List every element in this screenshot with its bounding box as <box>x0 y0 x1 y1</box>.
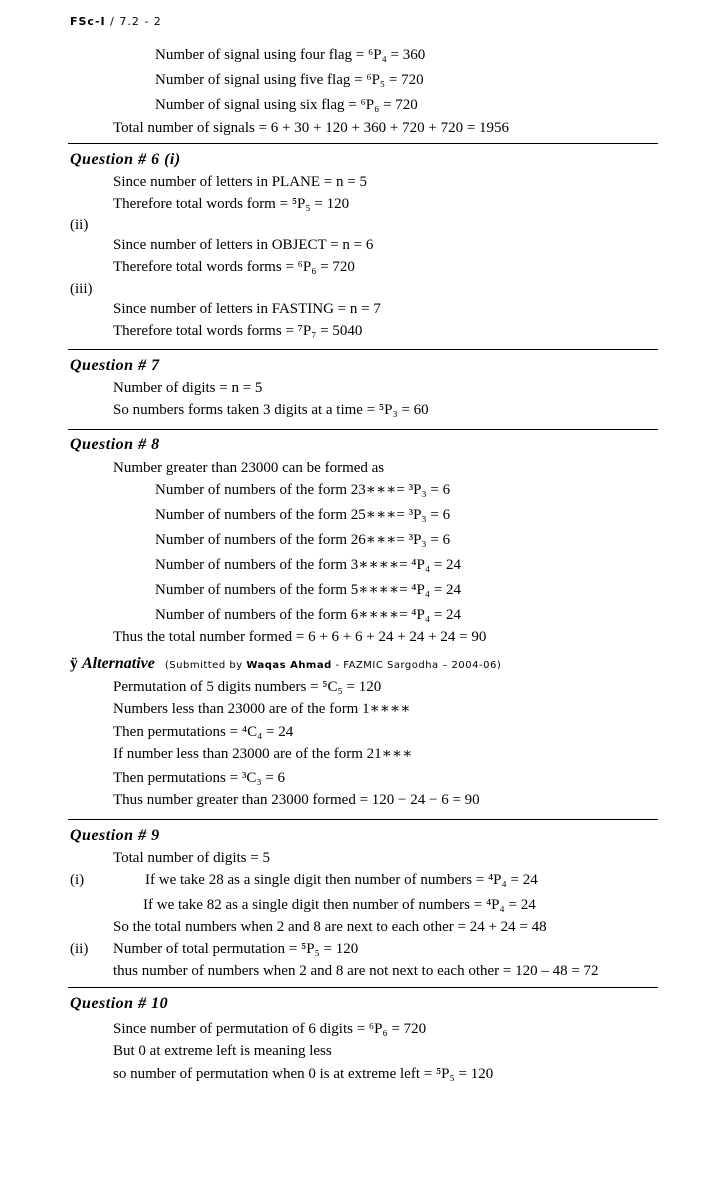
section-divider <box>68 429 658 430</box>
question-7-title: Question # 7 <box>70 357 160 374</box>
alt-line-6: Thus number greater than 23000 formed = 120 − 24 − 6 = 90 <box>113 792 480 808</box>
alternative-title: Alternative <box>82 655 155 672</box>
question-10-title: Question # 10 <box>70 995 169 1012</box>
q9-part-ii-label: (ii) <box>70 941 89 957</box>
q9-part-i-label: (i) <box>70 872 85 888</box>
q8-form-25-line: Number of numbers of the form 25∗∗∗= ³P₃ = 6 <box>155 507 451 523</box>
total-signals-line: Total number of signals = 6 + 30 + 120 + 360 + 720 + 720 = 1956 <box>113 120 510 136</box>
q7-digits-line: Number of digits = n = 5 <box>113 380 263 396</box>
q6-fasting-words: Therefore total words forms = ⁷P₇ = 5040 <box>113 323 363 339</box>
q8-total-line: Thus the total number formed = 6 + 6 + 6 + 24 + 24 + 24 = 90 <box>113 629 487 645</box>
q8-form-3-line: Number of numbers of the form 3∗∗∗∗= ⁴P₄ = 24 <box>155 557 462 573</box>
question-6-title: Question # 6 (i) <box>70 151 181 168</box>
submitted-by-note <box>165 660 501 671</box>
submitter-name: Waqas Ahmad <box>246 660 332 671</box>
question-8-title: Question # 8 <box>70 436 160 453</box>
q9-not-next-line: thus number of numbers when 2 and 8 are not next to each other = 120 – 48 = 72 <box>113 963 599 979</box>
q6-part-ii-label: (ii) <box>70 217 89 233</box>
q10-meaningless-line: But 0 at extreme left is meaning less <box>113 1043 332 1059</box>
note-suffix: - FAZMIC Sargodha – 2004-06) <box>331 660 502 671</box>
q8-form-23-line: Number of numbers of the form 23∗∗∗= ³P₃ = 6 <box>155 482 451 498</box>
course-code: FSc-I <box>70 15 106 28</box>
q8-form-6-line: Number of numbers of the form 6∗∗∗∗= ⁴P₄ = 24 <box>155 607 462 623</box>
section-divider <box>68 819 658 820</box>
alternative-heading <box>70 655 501 673</box>
q6-part-iii-label: (iii) <box>70 281 93 297</box>
q9-82-line: If we take 82 as a single digit then number of numbers = ⁴P₄ = 24 <box>143 897 536 913</box>
signal-six-flag-line: Number of signal using six flag = ⁶P₆ = 720 <box>155 97 418 113</box>
q10-extreme-left-line: so number of permutation when 0 is at extreme left = ⁵P₅ = 120 <box>113 1066 494 1082</box>
alt-line-2: Numbers less than 23000 are of the form 1∗∗∗∗ <box>113 701 411 717</box>
alt-line-4: If number less than 23000 are of the form 21∗∗∗ <box>113 746 413 762</box>
q8-form-26-line: Number of numbers of the form 26∗∗∗= ³P₃ = 6 <box>155 532 451 548</box>
bullet-glyph: ÿ <box>70 655 78 672</box>
q6-object-words: Therefore total words forms = ⁶P₆ = 720 <box>113 259 355 275</box>
q6-fasting-letters: Since number of letters in FASTING = n = 7 <box>113 301 381 317</box>
alt-line-3: Then permutations = ⁴C₄ = 24 <box>113 724 294 740</box>
q6-plane-words: Therefore total words form = ⁵P₅ = 120 <box>113 196 350 212</box>
alt-line-5: Then permutations = ³C₃ = 6 <box>113 770 286 786</box>
page-header <box>70 15 162 28</box>
page-number: 7.2 - 2 <box>119 15 162 28</box>
q7-result-line: So numbers forms taken 3 digits at a time = ⁵P₃ = 60 <box>113 402 429 418</box>
q8-form-5-line: Number of numbers of the form 5∗∗∗∗= ⁴P₄ = 24 <box>155 582 462 598</box>
question-9-title: Question # 9 <box>70 827 160 844</box>
section-divider <box>68 143 658 144</box>
section-divider <box>68 349 658 350</box>
q8-intro-line: Number greater than 23000 can be formed as <box>113 460 385 476</box>
header-separator: / <box>105 15 120 28</box>
q9-28-line: If we take 28 as a single digit then number of numbers = ⁴P₄ = 24 <box>145 872 538 888</box>
q10-perm-line: Since number of permutation of 6 digits = ⁶P₆ = 720 <box>113 1021 427 1037</box>
q9-total-perm-line: Number of total permutation = ⁵P₅ = 120 <box>113 941 359 957</box>
section-divider <box>68 987 658 988</box>
signal-five-flag-line: Number of signal using five flag = ⁶P₅ = 720 <box>155 72 424 88</box>
note-prefix: (Submitted by <box>164 660 247 671</box>
q9-digits-line: Total number of digits = 5 <box>113 850 270 866</box>
q6-plane-letters: Since number of letters in PLANE = n = 5 <box>113 174 367 190</box>
alt-line-1: Permutation of 5 digits numbers = ⁵C₅ = 120 <box>113 679 382 695</box>
signal-four-flag-line: Number of signal using four flag = ⁶P₄ = 360 <box>155 47 426 63</box>
q9-together-line: So the total numbers when 2 and 8 are next to each other = 24 + 24 = 48 <box>113 919 547 935</box>
q6-object-letters: Since number of letters in OBJECT = n = 6 <box>113 237 374 253</box>
